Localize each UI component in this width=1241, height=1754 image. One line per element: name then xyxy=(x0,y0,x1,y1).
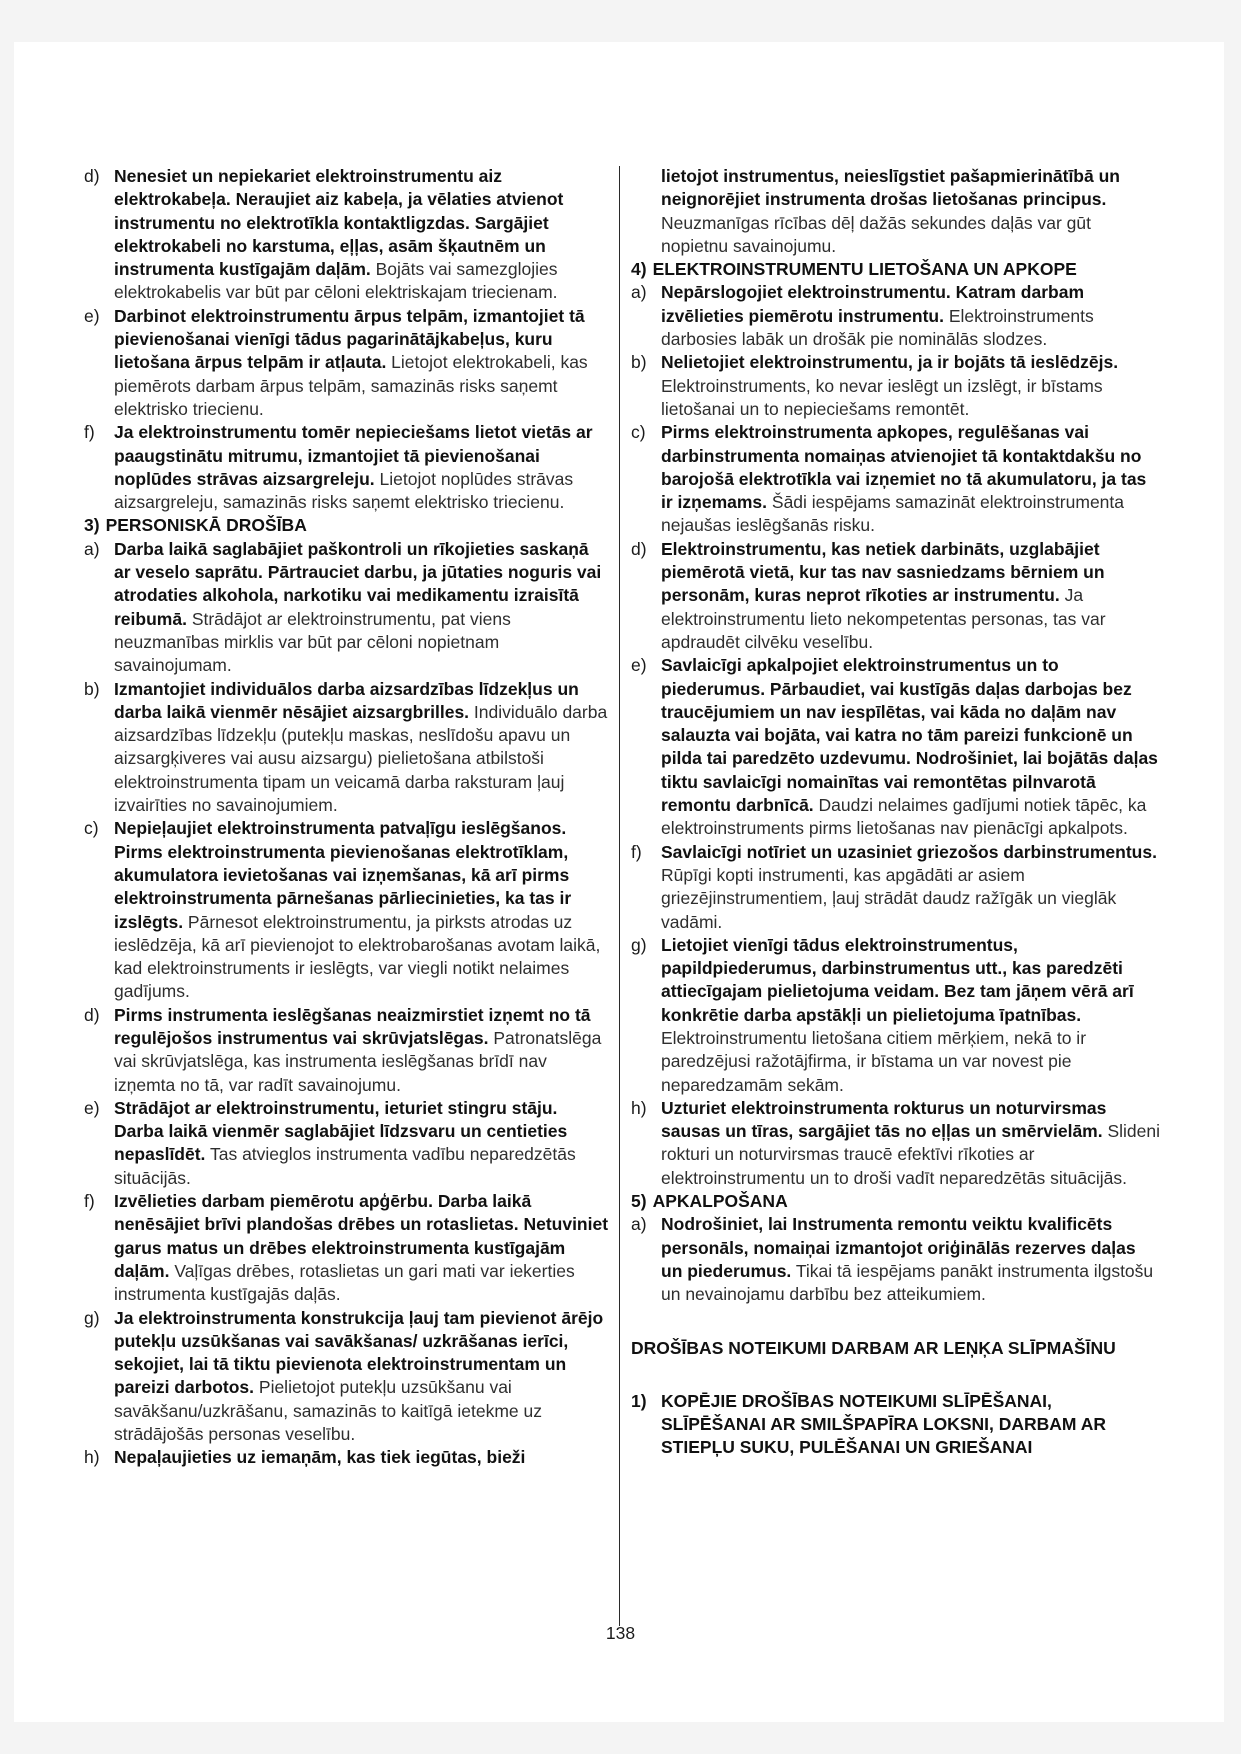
item-bold-text: Darbinot elektroinstrumentu ārpus telpām, izmantojiet tā pievienošanai vienīgi tādus pagarinātājkabeļus, kuru lietošana ārpus telpām ir atļauta. xyxy=(114,305,585,373)
item-normal-text: Elektroinstrumentu lietošana citiem mērķiem, nekā to ir paredzējusi ražotājfirma, ir bīstama un var novest pie neparedzamām sekām. xyxy=(661,1027,1087,1095)
continuation-bold: lietojot instrumentus, neieslīgstiet pašapmierinātībā un neignorējiet instrumenta drošas lietošanas principus. xyxy=(661,166,1120,210)
item-normal-text: Lietojot noplūdes strāvas aizsargreleju, samazinās risks saņemt elektrisko triecienu. xyxy=(114,468,574,513)
section-4-heading xyxy=(631,258,1160,281)
list-item xyxy=(631,538,1160,654)
section-2-items xyxy=(84,165,610,514)
list-item xyxy=(84,1004,610,1097)
item-normal-text: Pielietojot putekļu uzsūkšanu vai savākšanu/uzkrāšanu, samazinās to kaitīgā ietekme uz strādājošās personas veselību. xyxy=(114,1377,542,1445)
list-item xyxy=(84,1307,610,1447)
item-normal-text: Vaļīgas drēbes, rotaslietas un gari mati var iekerties instrumenta kustīgajās daļās. xyxy=(114,1260,575,1305)
item-bold-text: Nodrošiniet, lai Instrumenta remontu veiktu kvalificēts personāls, nomaiņai izmantojot oriģinālās rezerves daļas un piederumus. xyxy=(661,1214,1136,1281)
list-item xyxy=(631,841,1160,934)
item-marker: b) xyxy=(631,352,647,373)
list-item xyxy=(84,1097,610,1190)
item-marker: a) xyxy=(631,1214,647,1235)
list-item xyxy=(84,1190,610,1306)
list-item xyxy=(631,654,1160,840)
item-bold-text: Nepieļaujiet elektroinstrumenta patvaļīgu ieslēgšanos. Pirms elektroinstrumenta pievienošanas elektrotīklam, akumulatora ievietošanas vai izņemšanas, kā arī pirms elektroinstrumenta pārnešanas pārliecinieties, ka tas ir izslēgts. xyxy=(114,818,572,932)
item-normal-text: Daudzi nelaimes gadījumi notiek tāpēc, ka elektroinstruments pirms lietošanas nav pienācīgi apkalpots. xyxy=(661,795,1147,839)
section-5-items xyxy=(631,1213,1160,1306)
list-item xyxy=(84,165,610,305)
list-item xyxy=(631,351,1160,421)
item-bold-text: Pirms elektroinstrumenta apkopes, regulēšanas vai darbinstrumenta nomaiņas atvienojiet tā kontaktdakšu no barojošā elektrotīkla vai izņemiet no tā akumulatoru, ja tas ir izņemams. xyxy=(661,422,1147,513)
item-normal-text: Ja elektroinstrumentu lieto nekompetentas personas, tas var apdraudēt cilvēku veselību. xyxy=(661,585,1106,652)
item-marker: f) xyxy=(631,841,642,862)
item-bold-text: Nepārslogojiet elektroinstrumentu. Katram darbam izvēlieties piemērotu instrumentu. xyxy=(661,282,1085,326)
item-marker: e) xyxy=(84,305,100,326)
item-bold-text: Nepaļaujieties uz iemaņām, kas tiek iegūtas, bieži xyxy=(114,1447,526,1468)
item-marker: e) xyxy=(84,1097,100,1118)
section-5-number: 5) xyxy=(631,1191,647,1212)
item-bold-text: Darba laikā saglabājiet paškontroli un rīkojieties saskaņā ar veselo saprātu. Pārtrauciet darbu, ja jūtaties noguris vai atrodaties alkohola, narkotiku vai medikamentu izraisītā reibumā. xyxy=(114,538,602,629)
item-marker: g) xyxy=(84,1307,100,1328)
section-4-label: ELEKTROINSTRUMENTU LIETOŠANA UN APKOPE xyxy=(652,259,1077,280)
left-column xyxy=(84,165,610,1470)
section-3-number: 3) xyxy=(84,515,100,536)
continuation-normal: Neuzmanīgas rīcības dēļ dažās sekundes daļās var gūt nopietnu savainojumu. xyxy=(661,212,1091,256)
section-4-items xyxy=(631,281,1160,1190)
item-marker: d) xyxy=(631,538,647,559)
item-marker: f) xyxy=(84,1191,95,1212)
item-bold-text: Savlaicīgi apkalpojiet elektroinstrumentus un to piederumus. Pārbaudiet, vai kustīgās daļas darbojas bez traucējumiem un nav iespīlētas, vai kāda no daļām nav salauzta vai bojāta, vai katra no tām pareizi funkcionē un pilda tai paredzēto uzdevumu. Nodrošiniet, lai bojātās daļas tiktu savlaicīgi nomainītas vai remontētas pilnvarotā remontu darbnīcā. xyxy=(661,655,1158,816)
column-divider xyxy=(619,166,620,1626)
item-bold-text: Ja elektroinstrumenta konstrukcija ļauj tam pievienot ārējo putekļu uzsūkšanas vai savākšanas/ uzkrāšanas ierīci, sekojiet, lai tā tiktu pievienota elektroinstrumentam un pareizi darbotos. xyxy=(114,1307,604,1398)
item-normal-text: Lietojot elektrokabeli, kas piemērots darbam ārpus telpām, samazinās risks saņemt elektrisko triecienu. xyxy=(114,352,588,419)
list-item xyxy=(631,421,1160,537)
section-3-heading xyxy=(84,514,610,537)
item-marker: g) xyxy=(631,934,647,955)
subheading-1 xyxy=(631,1390,1160,1460)
list-item xyxy=(631,281,1160,351)
subheading-1-number: 1) xyxy=(631,1390,647,1411)
section-5-heading xyxy=(631,1190,1160,1213)
item-marker: h) xyxy=(631,1097,647,1118)
item-normal-text: Elektroinstruments, ko nevar ieslēgt un izslēgt, ir bīstams lietošanai un to nepieciešams remontēt. xyxy=(661,375,1103,419)
item-normal-text: Šādi iespējams samazināt elektroinstrumenta nejaušas ieslēgšanās risku. xyxy=(661,492,1125,536)
continuation-paragraph xyxy=(631,165,1160,258)
list-item xyxy=(631,1213,1160,1306)
list-item xyxy=(84,817,610,1003)
item-normal-text: Slideni rokturi un noturvirsmas traucē efektīvi rīkoties ar elektroinstrumentu un to droši vadīt neparedzētās situācijās. xyxy=(661,1121,1160,1188)
item-bold-text: Pirms instrumenta ieslēgšanas neaizmirstiet izņemt no tā regulējošos instrumentus vai skrūvjatslēgas. xyxy=(114,1004,591,1048)
page-number: 138 xyxy=(605,1623,636,1643)
item-normal-text: Patronatslēga vai skrūvjatslēga, kas instrumenta ieslēgšanas brīdī nav izņemta no tā, var radīt savainojumu. xyxy=(114,1027,602,1095)
item-marker: e) xyxy=(631,655,647,676)
list-item xyxy=(631,934,1160,1097)
item-normal-text: Bojāts vai samezglojies elektrokabelis var būt par cēloni elektriskajam triecienam. xyxy=(114,259,558,303)
section-3-label: PERSONISKĀ DROŠĪBA xyxy=(105,515,307,536)
item-normal-text: Pārnesot elektroinstrumentu, ja pirksts atrodas uz ieslēdzēja, kā arī pievienojot to elektrobarošanas avotam laikā, kad elektroinstruments ir ieslēgts, var viegli notikt nelaimes gadījums. xyxy=(114,911,601,1002)
item-marker: d) xyxy=(84,1004,100,1025)
item-bold-text: Strādājot ar elektroinstrumentu, ieturiet stingru stāju. Darba laikā vienmēr saglabājiet līdzsvaru un centieties nepaslīdēt. xyxy=(114,1097,568,1165)
list-item xyxy=(84,538,610,678)
item-normal-text: Tas atvieglos instrumenta vadību neparedzētās situācijās. xyxy=(114,1144,576,1188)
item-bold-text: Izvēlieties darbam piemērotu apģērbu. Darba laikā nenēsājiet brīvi plandošas drēbes un rotaslietas. Netuviniet garus matus un drēbes elektroinstrumenta kustīgajām daļām. xyxy=(114,1191,609,1281)
item-normal-text: Rūpīgi kopti instrumenti, kas apgādāti ar asiem griezējinstrumentiem, ļauj strādāt daudz ražīgāk un vieglāk vadāmi. xyxy=(661,864,1117,932)
item-marker: b) xyxy=(84,678,100,699)
item-bold-text: Uzturiet elektroinstrumenta rokturus un noturvirsmas sausas un tīras, sargājiet tās no eļļas un smērvielām. xyxy=(661,1097,1107,1142)
subheading-1-label: KOPĒJIE DROŠĪBAS NOTEIKUMI SLĪPĒŠANAI, SLĪPĒŠANAI AR SMILŠPAPĪRA LOKSNI, DARBAM AR STIEPĻU SUKU, PULĒŠANAI UN GRIEŠANAI xyxy=(661,1390,1106,1458)
item-bold-text: Savlaicīgi notīriet un uzasiniet griezošos darbinstrumentus. xyxy=(661,841,1157,862)
item-normal-text: Elektroinstruments darbosies labāk un drošāk pie nominālās slodzes. xyxy=(661,305,1094,350)
section-3-items xyxy=(84,538,610,1470)
item-marker: a) xyxy=(631,282,647,303)
item-marker: h) xyxy=(84,1447,100,1468)
item-bold-text: Nelietojiet elektroinstrumentu, ja ir bojāts tā ieslēdzējs. xyxy=(661,352,1119,373)
main-heading: DROŠĪBAS NOTEIKUMI DARBAM AR LEŅĶA SLĪPMAŠĪNU xyxy=(631,1337,1116,1358)
list-item xyxy=(84,678,610,818)
item-marker: a) xyxy=(84,538,100,559)
item-normal-text: Tikai tā iespējams panākt instrumenta ilgstošu un nevainojamu darbību bez atteikumiem. xyxy=(661,1260,1154,1305)
list-item xyxy=(84,305,610,421)
item-normal-text: Strādājot ar elektroinstrumentu, pat viens neuzmanības mirklis var būt par cēloni nopietnam savainojumam. xyxy=(114,608,511,676)
item-bold-text: Ja elektroinstrumentu tomēr nepieciešams lietot vietās ar paaugstinātu mitrumu, izmantojiet tā pievienošanai noplūdes strāvas aizsargreleju. xyxy=(114,422,593,489)
item-bold-text: Nenesiet un nepiekariet elektroinstrumentu aiz elektrokabeļa. Neraujiet aiz kabeļa, ja vēlaties atvienot instrumentu no elektrotīkla kontaktligzdas. Sargājiet elektrokabeli no karstuma, eļļas, asām šķautnēm un instrumenta kustīgajām daļām. xyxy=(114,166,564,280)
right-column xyxy=(631,165,1160,1460)
list-item xyxy=(631,1097,1160,1190)
item-marker: d) xyxy=(84,166,100,186)
item-bold-text: Izmantojiet individuālos darba aizsardzības līdzekļus un darba laikā vienmēr nēsājiet aizsargbrilles. xyxy=(114,678,579,722)
item-marker: c) xyxy=(631,422,646,443)
section-4-number: 4) xyxy=(631,259,647,280)
item-marker: c) xyxy=(84,818,99,839)
item-normal-text: Individuālo darba aizsardzības līdzekļu (putekļu maskas, neslīdošu apavu un aizsargķiveres vai ausu aizsargu) pielietošana atbilstoši elektroinstrumenta tipam un veicamā darba raksturam ļauj izvairīties no savainojumiem. xyxy=(114,701,608,816)
item-marker: f) xyxy=(84,422,95,443)
list-item xyxy=(84,1446,610,1469)
item-bold-text: Elektroinstrumentu, kas netiek darbināts, uzglabājiet piemērotā vietā, kur tas nav sasniedzams bērniem un personām, kuras neprot rīkoties ar instrumentu. xyxy=(661,538,1105,606)
list-item xyxy=(84,421,610,514)
item-bold-text: Lietojiet vienīgi tādus elektroinstrumentus, papildpiederumus, darbinstrumentus utt., kas paredzēti attiecīgajam pielietojuma veidam. Bez tam jāņem vērā arī konkrētie darba apstākļi un pielietojuma īpatnības. xyxy=(661,934,1134,1025)
section-5-label: APKALPOŠANA xyxy=(652,1191,788,1212)
